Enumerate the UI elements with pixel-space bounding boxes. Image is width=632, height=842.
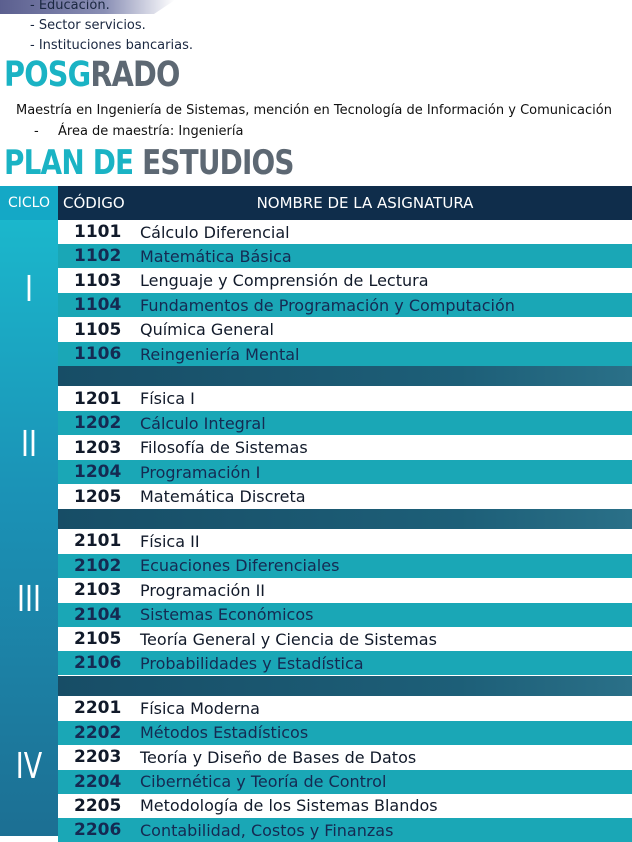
course-name: Cálculo Integral [140,413,266,433]
course-name: Programación II [140,580,266,600]
cycle-separator [58,676,632,696]
course-name: Sistemas Económicos [140,605,314,625]
ciclo-label: II [21,423,37,465]
table-row [58,696,632,720]
course-code: 1104 [74,295,122,316]
course-code: 2202 [74,722,122,743]
posgrado-heading [4,55,180,95]
course-code: 1201 [74,388,122,409]
plan-heading-part2: ESTUDIOS [142,143,294,183]
table-row [58,651,632,675]
course-code: 2205 [74,795,122,816]
course-name: Matemática Discreta [140,487,306,506]
table-row [58,293,632,317]
course-code: 2101 [74,531,122,552]
area-text: Área de maestría: Ingeniería [58,124,244,139]
course-code: 2102 [74,555,122,576]
table-row [58,485,632,509]
course-code: 1103 [74,270,122,291]
bullet-item: - Instituciones bancarias. [30,38,193,53]
course-name: Contabilidad, Costos y Finanzas [140,820,394,840]
course-name: Ecuaciones Diferenciales [140,556,340,576]
course-code: 1101 [74,222,122,242]
table-row [58,220,632,244]
table-row [58,244,632,268]
program-name: Maestría en Ingeniería de Sistemas, mención en Tecnología de Información y Comunicación [16,103,612,118]
plan-heading [4,143,294,183]
course-code: 2201 [74,698,122,719]
table-row [58,745,632,769]
course-name: Química General [140,320,274,340]
course-name: Teoría y Diseño de Bases de Datos [140,747,417,767]
study-plan-table [0,186,632,841]
course-name: Cálculo Diferencial [140,222,290,242]
course-name: Fundamentos de Programación y Computación [140,295,515,315]
posgrado-heading-part1: POSG [4,55,91,95]
ciclo-label: I [25,269,33,311]
course-code: 1204 [74,462,122,483]
ciclo-label: III [17,578,41,620]
ciclo-label: IV [15,745,43,787]
table-row [58,387,632,411]
table-row [58,436,632,460]
table-row [58,342,632,366]
course-name: Métodos Estadísticos [140,723,309,743]
table-row [58,794,632,818]
header-nombre: NOMBRE DE LA ASIGNATURA [138,186,632,220]
cycle-separator [58,509,632,529]
course-name: Probabilidades y Estadística [140,653,364,673]
table-row [58,603,632,627]
table-row [58,411,632,435]
course-name: Física II [140,531,200,551]
course-code: 1106 [74,344,122,364]
table-row [58,269,632,293]
table-row [58,318,632,342]
table-row [58,529,632,553]
course-name: Teoría General y Ciencia de Sistemas [140,629,437,649]
course-code: 1205 [74,486,122,507]
course-code: 2106 [74,653,122,674]
course-code: 2104 [74,604,122,625]
course-name: Física I [140,389,195,409]
course-name: Física Moderna [140,698,260,718]
table-row [58,770,632,794]
course-code: 2203 [74,747,122,768]
ciclo-column [0,220,58,836]
course-code: 1105 [74,319,122,340]
table-row [58,818,632,842]
bullet-item: - Sector servicios. [30,18,146,33]
area-dash: - [34,124,39,139]
course-name: Filosofía de Sistemas [140,438,308,458]
course-name: Matemática Básica [140,246,292,266]
course-code: 1102 [74,246,122,267]
table-row [58,554,632,578]
table-row [58,627,632,651]
course-code: 1202 [74,413,122,434]
course-code: 2204 [74,771,122,792]
course-code: 2206 [74,820,122,841]
course-name: Programación I [140,462,261,482]
career-bullets [30,0,193,56]
course-name: Lenguaje y Comprensión de Lectura [140,271,429,291]
cycle-separator [58,366,632,386]
area-line [34,124,243,139]
header-ciclo: CICLO [0,186,58,220]
bullet-item: - Educación. [30,0,110,13]
table-row [58,578,632,602]
course-code: 2105 [74,629,122,649]
course-name: Cibernética y Teoría de Control [140,772,387,791]
posgrado-heading-part2: RADO [90,55,180,95]
header-codigo: CÓDIGO [58,186,138,220]
plan-heading-part1: PLAN DE [4,143,143,183]
table-row [58,460,632,484]
course-code: 2103 [74,580,122,601]
course-name: Reingeniería Mental [140,344,300,364]
course-name: Metodología de los Sistemas Blandos [140,796,438,816]
course-code: 1203 [74,437,122,458]
table-row [58,721,632,745]
